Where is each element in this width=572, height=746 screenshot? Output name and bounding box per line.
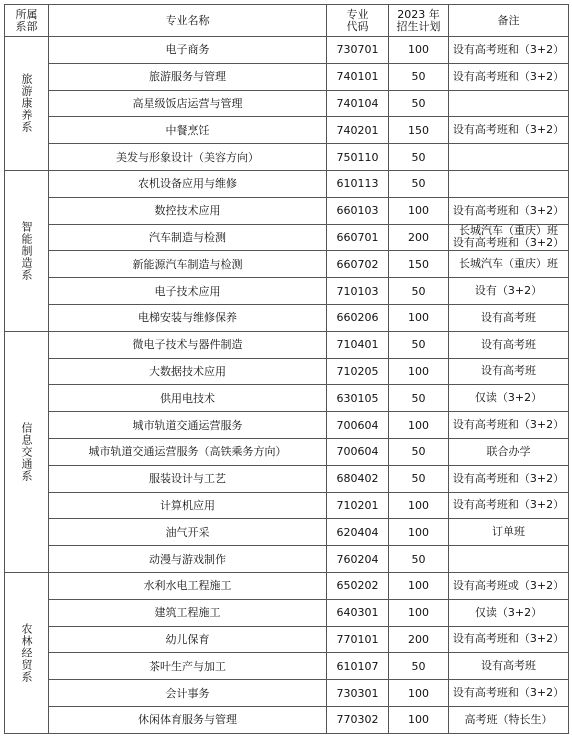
table-row [5,251,569,278]
table-row [5,465,569,492]
enrollment-plan-cell: 100 [389,37,449,64]
remark-cell: 设有高考班和（3+2） [449,37,569,64]
remark-cell: 设有高考班 [449,358,569,385]
major-code-cell: 710201 [327,492,389,519]
table-row [5,626,569,653]
table-row [5,117,569,144]
table-row [5,706,569,733]
major-name-cell: 数控技术应用 [49,197,327,224]
enrollment-plan-cell: 50 [389,170,449,197]
remark-cell: 订单班 [449,519,569,546]
table-row [5,170,569,197]
remark-cell [449,144,569,171]
remark-cell: 设有（3+2） [449,278,569,305]
remark-cell: 高考班（特长生） [449,706,569,733]
remark-cell: 设有高考班和（3+2） [449,492,569,519]
table-row [5,599,569,626]
enrollment-plan-cell: 200 [389,224,449,251]
major-name-cell: 幼儿保育 [49,626,327,653]
enrollment-plan-cell: 50 [389,546,449,573]
table-header-row [5,5,569,37]
enrollment-plan-cell: 200 [389,626,449,653]
major-code-cell: 770101 [327,626,389,653]
remark-cell: 仅读（3+2） [449,385,569,412]
header-dept: 所属 系部 [5,5,49,37]
table-row [5,680,569,707]
remark-cell [449,90,569,117]
remark-cell: 设有高考班 [449,331,569,358]
major-name-cell: 微电子技术与器件制造 [49,331,327,358]
major-code-cell: 640301 [327,599,389,626]
table-row [5,197,569,224]
enrollment-plan-cell: 50 [389,331,449,358]
remark-cell: 设有高考班和（3+2） [449,465,569,492]
remark-cell [449,170,569,197]
table-row [5,224,569,251]
enrollment-plan-cell: 50 [389,90,449,117]
enrollment-plan-cell: 100 [389,572,449,599]
major-name-cell: 电子商务 [49,37,327,64]
enrollment-plan-cell: 50 [389,465,449,492]
dept-cell [5,572,49,733]
table-row [5,572,569,599]
remark-cell [449,546,569,573]
major-code-cell: 740101 [327,63,389,90]
table-row [5,385,569,412]
major-code-cell: 700604 [327,412,389,439]
remark-cell: 仅读（3+2） [449,599,569,626]
major-name-cell: 休闲体育服务与管理 [49,706,327,733]
table-body [5,37,569,734]
dept-cell [5,37,49,171]
major-code-cell: 660701 [327,224,389,251]
major-name-cell: 农机设备应用与维修 [49,170,327,197]
major-code-cell: 650202 [327,572,389,599]
remark-cell: 设有高考班和（3+2） [449,412,569,439]
enrollment-plan-cell: 100 [389,519,449,546]
major-name-cell: 服装设计与工艺 [49,465,327,492]
major-code-cell: 660702 [327,251,389,278]
table-row [5,37,569,64]
major-code-cell: 610113 [327,170,389,197]
major-code-cell: 770302 [327,706,389,733]
major-name-cell: 供用电技术 [49,385,327,412]
major-name-cell: 高星级饭店运营与管理 [49,90,327,117]
enrollment-table-container [4,4,569,734]
table-row [5,358,569,385]
table-row [5,63,569,90]
table-row [5,438,569,465]
enrollment-plan-cell: 50 [389,438,449,465]
remark-cell: 设有高考班和（3+2） [449,626,569,653]
header-major-code: 专业 代码 [327,5,389,37]
dept-label: 信息交通系 [20,421,33,482]
dept-cell [5,331,49,572]
major-code-cell: 680402 [327,465,389,492]
remark-cell: 联合办学 [449,438,569,465]
major-code-cell: 760204 [327,546,389,573]
header-remarks: 备注 [449,5,569,37]
major-name-cell: 油气开采 [49,519,327,546]
major-code-cell: 740104 [327,90,389,117]
major-code-cell: 730701 [327,37,389,64]
major-name-cell: 计算机应用 [49,492,327,519]
major-code-cell: 620404 [327,519,389,546]
major-code-cell: 660206 [327,304,389,331]
enrollment-plan-table [4,4,569,734]
table-row [5,278,569,305]
table-row [5,144,569,171]
remark-cell: 设有高考班 [449,653,569,680]
remark-cell: 设有高考班和（3+2） [449,117,569,144]
remark-cell: 设有高考班和（3+2） [449,197,569,224]
major-name-cell: 电梯安装与维修保养 [49,304,327,331]
major-code-cell: 700604 [327,438,389,465]
remark-cell: 长城汽车（重庆）班 [449,251,569,278]
enrollment-plan-cell: 100 [389,680,449,707]
remark-cell: 设有高考班 [449,304,569,331]
enrollment-plan-cell: 50 [389,63,449,90]
enrollment-plan-cell: 50 [389,385,449,412]
enrollment-plan-cell: 50 [389,278,449,305]
major-name-cell: 电子技术应用 [49,278,327,305]
table-row [5,492,569,519]
table-row [5,546,569,573]
major-code-cell: 730301 [327,680,389,707]
major-name-cell: 中餐烹饪 [49,117,327,144]
enrollment-plan-cell: 100 [389,599,449,626]
remark-cell: 设有高考班和（3+2） [449,680,569,707]
major-name-cell: 旅游服务与管理 [49,63,327,90]
major-name-cell: 大数据技术应用 [49,358,327,385]
major-name-cell: 建筑工程施工 [49,599,327,626]
enrollment-plan-cell: 50 [389,144,449,171]
enrollment-plan-cell: 150 [389,117,449,144]
remark-cell: 长城汽车（重庆）班 设有高考班和（3+2） [449,224,569,251]
dept-label: 旅游康养系 [20,73,33,134]
enrollment-plan-cell: 100 [389,706,449,733]
major-name-cell: 汽车制造与检测 [49,224,327,251]
table-row [5,304,569,331]
major-name-cell: 茶叶生产与加工 [49,653,327,680]
table-row [5,519,569,546]
table-row [5,412,569,439]
major-code-cell: 610107 [327,653,389,680]
major-name-cell: 美发与形象设计（美容方向） [49,144,327,171]
table-row [5,331,569,358]
header-enrollment-plan: 2023 年 招生计划 [389,5,449,37]
dept-label: 智能制造系 [20,220,33,281]
remark-cell: 设有高考班或（3+2） [449,572,569,599]
major-name-cell: 会计事务 [49,680,327,707]
enrollment-plan-cell: 100 [389,492,449,519]
enrollment-plan-cell: 50 [389,653,449,680]
enrollment-plan-cell: 150 [389,251,449,278]
remark-cell: 设有高考班和（3+2） [449,63,569,90]
major-name-cell: 动漫与游戏制作 [49,546,327,573]
enrollment-plan-cell: 100 [389,358,449,385]
enrollment-plan-cell: 100 [389,197,449,224]
major-code-cell: 710401 [327,331,389,358]
enrollment-plan-cell: 100 [389,304,449,331]
major-code-cell: 660103 [327,197,389,224]
dept-label: 农林经贸系 [20,622,33,683]
dept-cell [5,170,49,331]
major-name-cell: 新能源汽车制造与检测 [49,251,327,278]
major-code-cell: 630105 [327,385,389,412]
table-row [5,653,569,680]
enrollment-plan-cell: 100 [389,412,449,439]
major-name-cell: 水利水电工程施工 [49,572,327,599]
major-code-cell: 750110 [327,144,389,171]
table-row [5,90,569,117]
major-name-cell: 城市轨道交通运营服务 [49,412,327,439]
header-major-name: 专业名称 [49,5,327,37]
major-name-cell: 城市轨道交通运营服务（高铁乘务方向） [49,438,327,465]
major-code-cell: 740201 [327,117,389,144]
major-code-cell: 710205 [327,358,389,385]
major-code-cell: 710103 [327,278,389,305]
